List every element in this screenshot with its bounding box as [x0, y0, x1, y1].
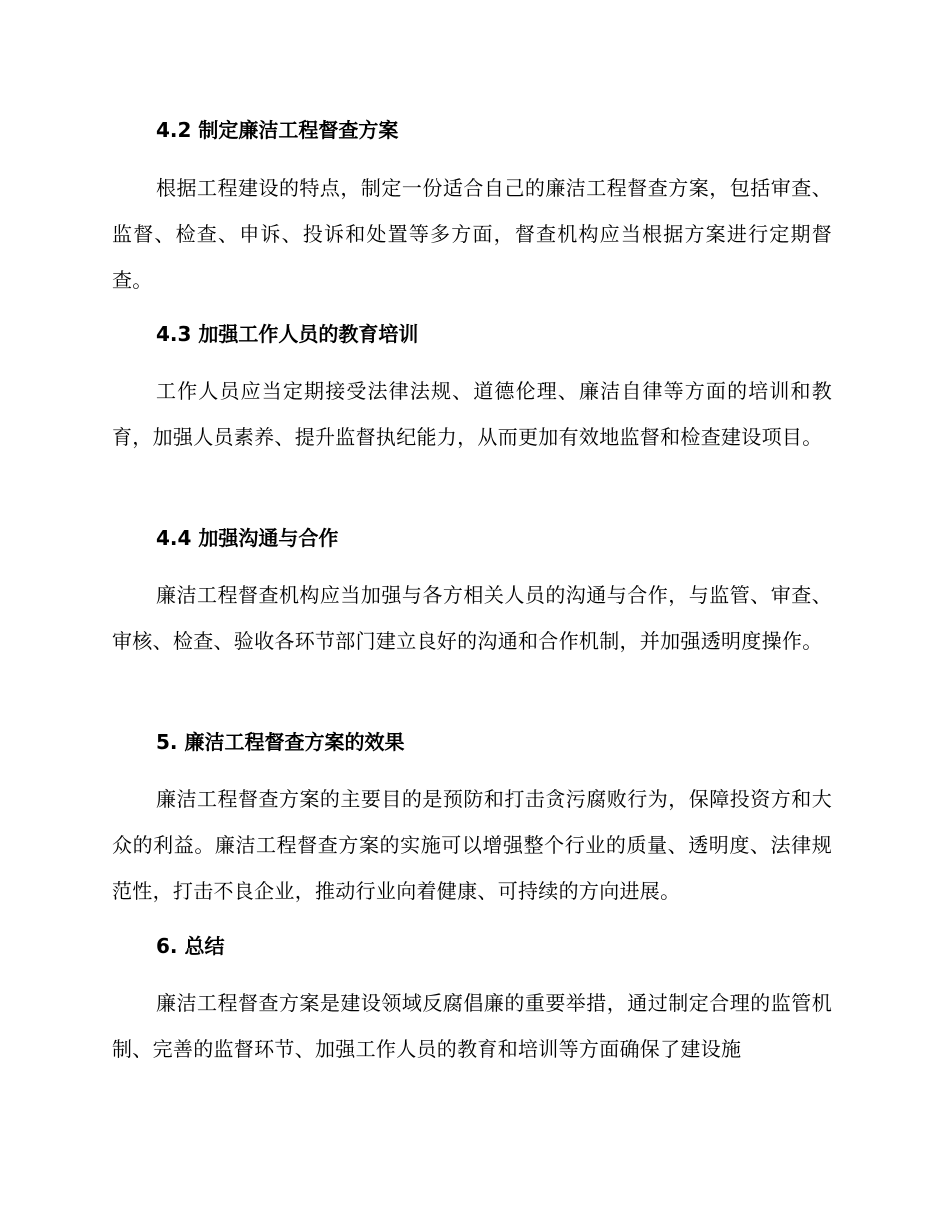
section-heading-5: 5. 廉洁工程督查方案的效果 — [156, 730, 405, 754]
section-paragraph-4-2: 根据工程建设的特点，制定一份适合自己的廉洁工程督查方案，包括审查、监督、检查、申诉、投诉和处置等多方面，督查机构应当根据方案进行定期督查。 — [112, 176, 832, 292]
section-paragraph-6: 廉洁工程督查方案是建设领域反腐倡廉的重要举措，通过制定合理的监管机制、完善的监督环节、加强工作人员的教育和培训等方面确保了建设施 — [112, 991, 832, 1061]
section-heading-6: 6. 总结 — [156, 934, 225, 958]
section-heading-4-2: 4.2 制定廉洁工程督查方案 — [156, 118, 399, 142]
section-paragraph-4-3: 工作人员应当定期接受法律法规、道德伦理、廉洁自律等方面的培训和教育，加强人员素养、提升监督执纪能力，从而更加有效地监督和检查建设项目。 — [112, 379, 832, 449]
section-heading-4-4: 4.4 加强沟通与合作 — [156, 526, 339, 550]
section-paragraph-5: 廉洁工程督查方案的主要目的是预防和打击贪污腐败行为，保障投资方和大众的利益。廉洁工程督查方案的实施可以增强整个行业的质量、透明度、法律规范性，打击不良企业，推动行业向着健康、可持续的方向进展。 — [112, 787, 832, 903]
section-paragraph-4-4: 廉洁工程督查机构应当加强与各方相关人员的沟通与合作，与监管、审查、审核、检查、验收各环节部门建立良好的沟通和合作机制，并加强透明度操作。 — [112, 583, 832, 653]
section-heading-4-3: 4.3 加强工作人员的教育培训 — [156, 322, 419, 346]
